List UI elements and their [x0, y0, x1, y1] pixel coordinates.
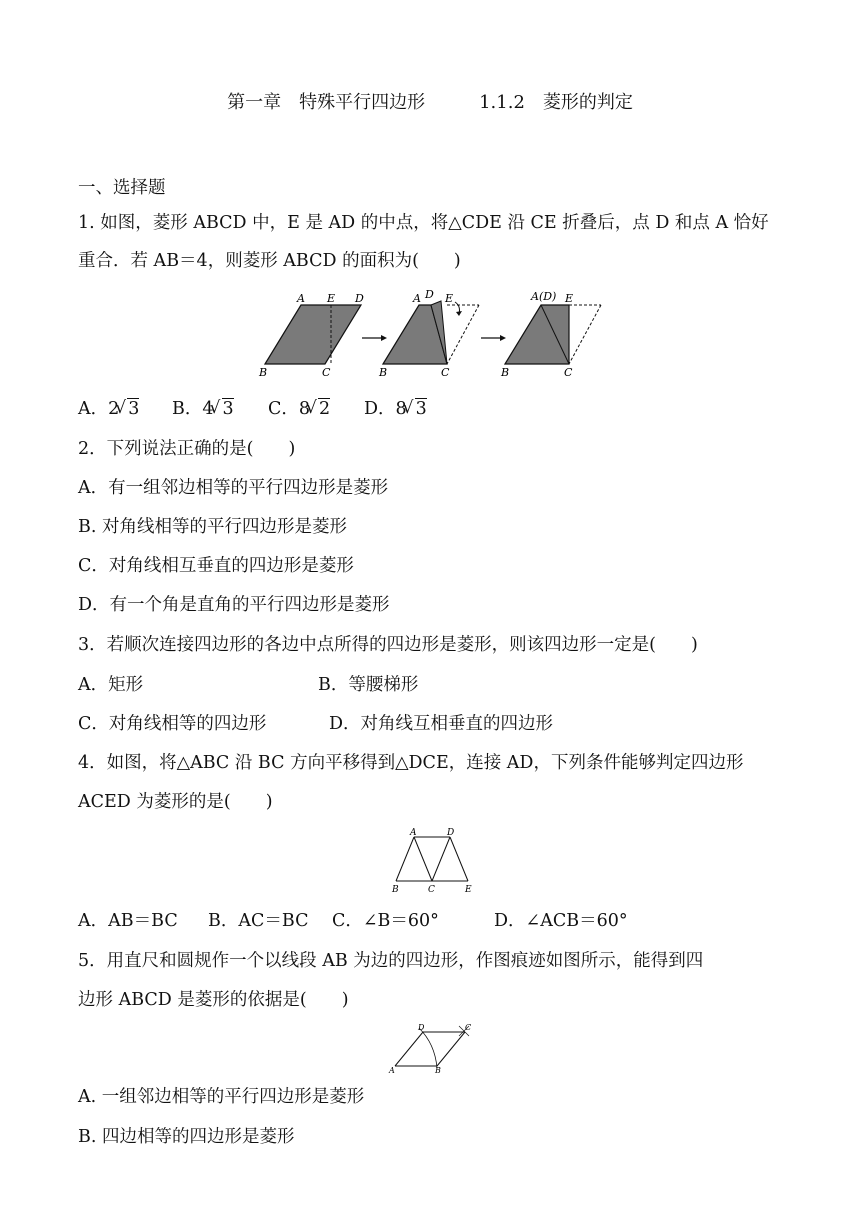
q1-line1: 1. 如图，菱形 ABCD 中，E 是 AD 的中点，将△CDE 沿 CE 折叠后，点 D 和点 A 恰好 — [78, 213, 769, 233]
q1-option-d-prefix: D．8 — [364, 399, 407, 419]
q1-rhombus-3 — [505, 305, 569, 364]
q5-option-a[interactable]: A. 一组邻边相等的平行四边形是菱形 — [78, 1087, 365, 1107]
q1-option-a[interactable] — [78, 401, 139, 419]
q1-option-c-radicand: 2 — [319, 399, 331, 419]
q3-stem: 3．若顺次连接四边形的各边中点所得的四边形是菱形，则该四边形一定是( ) — [78, 635, 698, 655]
q1-fig2-label-E: E — [445, 292, 454, 305]
section-heading: 一、选择题 — [78, 178, 166, 198]
q4-label-C: C — [428, 885, 435, 895]
q1-option-d[interactable] — [364, 401, 427, 419]
sqrt-symbol — [121, 401, 139, 419]
sqrt-symbol — [216, 401, 234, 419]
q4-figure — [390, 825, 475, 895]
q3-option-c[interactable]: C．对角线相等的四边形 — [78, 714, 267, 734]
q2-option-a[interactable]: A．有一组邻边相等的平行四边形是菱形 — [78, 478, 389, 498]
q1-option-c-prefix: C．8 — [268, 399, 311, 419]
q4-option-a[interactable]: A．AB＝BC — [78, 911, 178, 931]
q1-option-b[interactable] — [172, 401, 234, 419]
q5-option-b[interactable]: B. 四边相等的四边形是菱形 — [78, 1127, 295, 1147]
q3-option-a[interactable]: A．矩形 — [78, 675, 144, 695]
q1-fig1-label-A: A — [297, 292, 305, 305]
q1-fig3-label-B: B — [501, 366, 510, 379]
q1-fig2-label-A: A — [413, 292, 421, 305]
q5-figure — [385, 1022, 475, 1074]
q5-line1: 5．用直尺和圆规作一个以线段 AB 为边的四边形，作图痕迹如图所示，能得到四 — [78, 951, 704, 971]
sqrt-symbol — [409, 401, 427, 419]
q1-rhombus-1 — [265, 305, 361, 364]
q1-fig2-label-D: D — [425, 288, 434, 301]
q4-label-B: B — [392, 885, 399, 895]
q5-label-B: B — [435, 1066, 441, 1074]
q2-option-b[interactable]: B. 对角线相等的平行四边形是菱形 — [78, 517, 347, 537]
q1-fig1-label-B: B — [259, 366, 268, 379]
q5-label-D: D — [418, 1023, 425, 1032]
q1-fig3-label-C: C — [564, 366, 573, 379]
q1-fig2-label-C: C — [441, 366, 450, 379]
q1-fig3-label-E: E — [565, 292, 574, 305]
q1-option-b-radicand: 3 — [222, 399, 234, 419]
q4-line1: 4．如图，将△ABC 沿 BC 方向平移得到△DCE，连接 AD，下列条件能够判定四边形 — [78, 753, 744, 773]
q5-line2: 边形 ABCD 是菱形的依据是( ) — [78, 990, 349, 1010]
q2-option-d[interactable]: D．有一个角是直角的平行四边形是菱形 — [78, 595, 390, 615]
q4-label-D: D — [447, 828, 455, 838]
q4-label-E: E — [465, 885, 472, 895]
q4-label-A: A — [410, 828, 417, 838]
q3-option-d[interactable]: D．对角线互相垂直的四边形 — [329, 714, 554, 734]
q1-fig3-label-AD: A(D) — [531, 290, 557, 303]
q4-option-c[interactable]: C．∠B＝60° — [332, 911, 439, 931]
q1-fig1-label-D: D — [355, 292, 364, 305]
q1-option-b-prefix: B．4 — [172, 399, 214, 419]
q1-fig1-label-E: E — [327, 292, 336, 305]
page-title: 第一章 特殊平行四边形 1.1.2 菱形的判定 — [227, 92, 633, 113]
q1-line2: 重合．若 AB＝4，则菱形 ABCD 的面积为( ) — [78, 251, 461, 271]
q4-option-d[interactable]: D．∠ACB＝60° — [494, 911, 628, 931]
q2-stem: 2．下列说法正确的是( ) — [78, 439, 296, 459]
q1-figure — [255, 288, 615, 380]
q5-label-A: A — [389, 1066, 395, 1074]
q3-option-b[interactable]: B．等腰梯形 — [318, 675, 419, 695]
q1-option-d-radicand: 3 — [415, 399, 427, 419]
q4-line2: ACED 为菱形的是( ) — [78, 792, 273, 812]
sqrt-symbol — [312, 401, 330, 419]
q4-option-b[interactable]: B．AC＝BC — [208, 911, 309, 931]
q2-option-c[interactable]: C．对角线相互垂直的四边形是菱形 — [78, 556, 354, 576]
q1-fig1-label-C: C — [322, 366, 331, 379]
q5-label-C: C — [465, 1023, 472, 1032]
q1-option-a-radicand: 3 — [128, 399, 140, 419]
q1-fig2-label-B: B — [379, 366, 388, 379]
q1-option-c[interactable] — [268, 401, 330, 419]
q1-option-a-prefix: A．2 — [78, 399, 120, 419]
